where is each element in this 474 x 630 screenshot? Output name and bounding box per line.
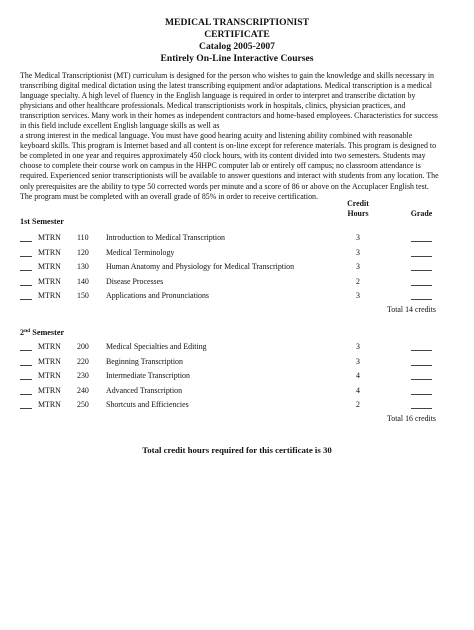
course-number: 220 [77, 356, 89, 366]
semester1-heading: 1st Semester [20, 217, 64, 226]
grade-blank [411, 370, 432, 380]
course-title: Medical Specialties and Editing [106, 342, 207, 351]
course-row [0, 261, 474, 272]
checkoff-blank [20, 385, 32, 395]
description-line: The Medical Transcriptionist (MT) curriculum is designed for the person who wishes to gain the knowledge and skills necessary in [20, 71, 434, 80]
checkoff-blank [20, 370, 32, 380]
checkoff-blank [20, 247, 32, 257]
description-line: in this field include excellent English language skills as well as [20, 121, 220, 131]
course-number: 250 [77, 400, 89, 409]
course-row [0, 247, 474, 258]
course-number: 120 [77, 247, 89, 257]
credit-column-header [343, 199, 373, 219]
page-subtitle: CERTIFICATE [204, 29, 270, 40]
catalog-years: Catalog 2005-2007 [199, 41, 275, 52]
course-credit-hours: 4 [356, 385, 360, 395]
course-subject: MTRN [38, 356, 61, 366]
course-number: 240 [77, 385, 89, 395]
checkoff-blank [20, 261, 32, 271]
semester2-ordinal: nd [24, 328, 31, 334]
semester2-total: Total 16 credits [387, 414, 436, 423]
description-line: be completed in one year and requires approximately 450 clock hours, with its content divided into two semesters. Students may [20, 151, 426, 161]
description-line: keyboard skills. This program is Internet based and all content is on-line except for reference materials. This program is designed to [20, 141, 437, 151]
course-credit-hours: 2 [356, 276, 360, 286]
course-number: 150 [77, 291, 89, 300]
grade-column-header: Grade [410, 209, 433, 218]
course-subject: MTRN [38, 342, 61, 351]
semester1-total: Total 14 credits [387, 305, 436, 314]
course-subject: MTRN [38, 276, 61, 286]
description-line: transcribing digital medical dictation using the latest transcribing equipment and/or adaptations. Medical transcription is a medical [20, 81, 432, 91]
course-number: 230 [77, 371, 89, 380]
semester2-number: 2 [20, 328, 25, 337]
description-line: choose to complete their course work on campus in the HHPC computer lab or entirely off campus; no classroom attendance is [20, 161, 421, 171]
grade-blank [411, 356, 432, 366]
course-row [0, 276, 474, 287]
course-number: 110 [77, 233, 89, 242]
semester2-word: Semester [30, 328, 65, 337]
course-row [0, 370, 474, 381]
course-credit-hours: 3 [356, 356, 360, 366]
course-title: Introduction to Medical Transcription [106, 233, 226, 242]
course-title: Shortcuts and Efficiencies [106, 400, 189, 409]
description-line: transcription services. Many work in their homes as independent contractors and home-based employees. Characteristics for success [20, 111, 438, 121]
course-subject: MTRN [38, 262, 61, 271]
grade-blank [411, 247, 432, 257]
grade-blank [411, 276, 432, 286]
course-title: Medical Terminology [106, 247, 175, 257]
course-title: Applications and Pronunciations [106, 291, 210, 300]
course-title: Beginning Transcription [106, 356, 183, 366]
grade-blank [411, 341, 432, 351]
course-row [0, 232, 474, 243]
description-line: a strong interest in the medical language. You must have good hearing acuity and listening ability combined with reasonable [20, 131, 413, 141]
course-subject: MTRN [38, 291, 61, 300]
course-title: Advanced Transcription [106, 385, 183, 395]
page-title: MEDICAL TRANSCRIPTIONIST [164, 17, 310, 28]
semester2-heading [20, 326, 64, 338]
hours-header-line: Hours [347, 209, 369, 218]
credit-header-line: Credit [347, 199, 369, 208]
course-number: 130 [77, 262, 89, 271]
checkoff-blank [20, 356, 32, 366]
grade-blank [411, 261, 432, 271]
checkoff-blank [20, 232, 32, 242]
grade-blank [411, 399, 432, 409]
program-description [20, 71, 460, 202]
course-subject: MTRN [38, 247, 61, 257]
course-title: Intermediate Transcription [106, 371, 190, 380]
grade-blank [411, 232, 432, 242]
description-line: language specialty. A high level of fluency in the English language is required in order to interpret and transcribe dictation by [20, 91, 416, 101]
course-credit-hours: 3 [356, 342, 360, 351]
course-number: 140 [77, 276, 89, 286]
course-row [0, 290, 474, 301]
delivery-mode: Entirely On-Line Interactive Courses [160, 53, 314, 64]
course-title: Disease Processes [106, 276, 164, 286]
course-credit-hours: 3 [356, 262, 360, 271]
course-credit-hours: 4 [356, 371, 360, 380]
course-subject: MTRN [38, 233, 61, 242]
grade-blank [411, 290, 432, 300]
checkoff-blank [20, 276, 32, 286]
grade-blank [411, 385, 432, 395]
course-row [0, 399, 474, 410]
checkoff-blank [20, 290, 32, 300]
description-line: physicians and other healthcare professionals. Medical transcriptionists work in hospitals, clinics, physician practices, and [20, 101, 406, 111]
course-row [0, 341, 474, 352]
course-title: Human Anatomy and Physiology for Medical Transcription [106, 262, 295, 271]
course-subject: MTRN [38, 385, 61, 395]
checkoff-blank [20, 399, 32, 409]
description-line: only prerequisites are the ability to type 50 corrected words per minute and a score of 86 or above on the Accuplacer English test. [20, 181, 429, 191]
course-subject: MTRN [38, 400, 61, 409]
course-subject: MTRN [38, 371, 61, 380]
course-credit-hours: 3 [356, 247, 360, 257]
course-row [0, 356, 474, 367]
course-credit-hours: 3 [356, 291, 360, 300]
course-number: 200 [77, 342, 89, 351]
description-line: The program must be completed with an overall grade of 85% in order to receive certification. [20, 191, 318, 201]
description-line: required. Experienced senior transcriptionists will be available to answer questions and interact with students from any location. The [20, 171, 439, 181]
course-row [0, 385, 474, 396]
checkoff-blank [20, 341, 32, 351]
course-credit-hours: 3 [356, 233, 360, 242]
course-credit-hours: 2 [356, 400, 360, 409]
grand-total: Total credit hours required for this certificate is 30 [142, 445, 332, 455]
